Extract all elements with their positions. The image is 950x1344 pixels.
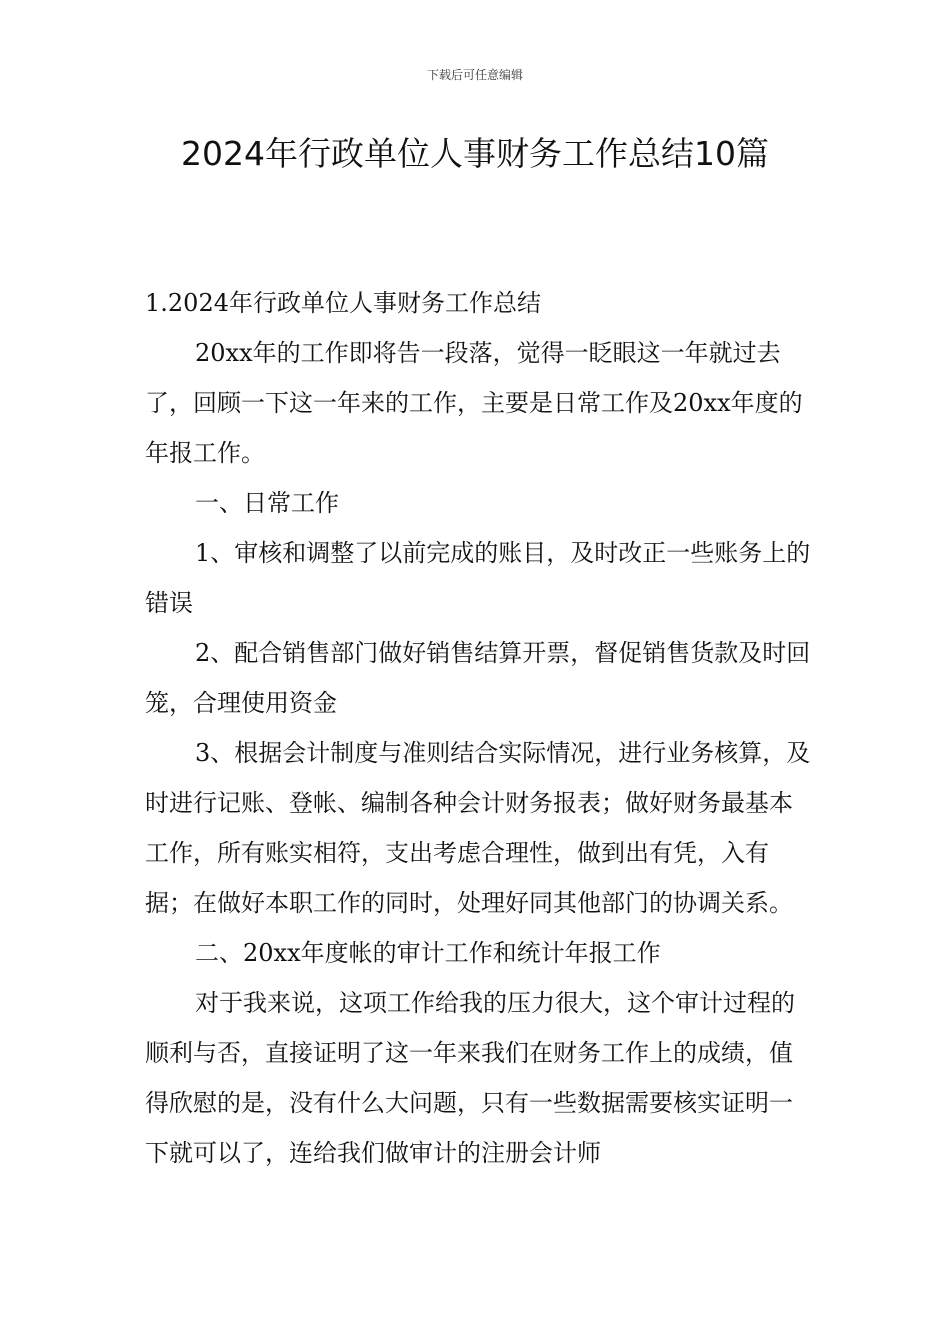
document-body: [145, 278, 815, 1178]
list-item-1: 1、审核和调整了以前完成的账目，及时改正一些账务上的错误: [145, 539, 811, 617]
paragraph-intro: 20xx年的工作即将告一段落，觉得一眨眼这一年就过去了，回顾一下这一年来的工作，主要是日常工作及20xx年度的年报工作。: [145, 339, 803, 467]
header-note: 下载后可任意编辑: [426, 68, 523, 82]
list-item-2: 2、配合销售部门做好销售结算开票，督促销售货款及时回笼，合理使用资金: [145, 639, 811, 717]
paragraph-audit: 对于我来说，这项工作给我的压力很大，这个审计过程的顺利与否，直接证明了这一年来我们在财务工作上的成绩，值得欣慰的是，没有什么大问题，只有一些数据需要核实证明一下就可以了，连给我们做审计的注册会计师: [145, 989, 795, 1167]
section-heading: 1.2024年行政单位人事财务工作总结: [145, 289, 541, 317]
list-item-3: 3、根据会计制度与准则结合实际情况，进行业务核算，及时进行记账、登帐、编制各种会计财务报表；做好财务最基本工作，所有账实相符，支出考虑合理性，做到出有凭，入有据；在做好本职工作的同时，处理好同其他部门的协调关系。: [145, 739, 811, 917]
heading-daily-work: 一、日常工作: [195, 489, 339, 517]
document-title: 2024年行政单位人事财务工作总结10篇: [181, 134, 769, 173]
heading-audit-work: 二、20xx年度帐的审计工作和统计年报工作: [195, 939, 661, 967]
